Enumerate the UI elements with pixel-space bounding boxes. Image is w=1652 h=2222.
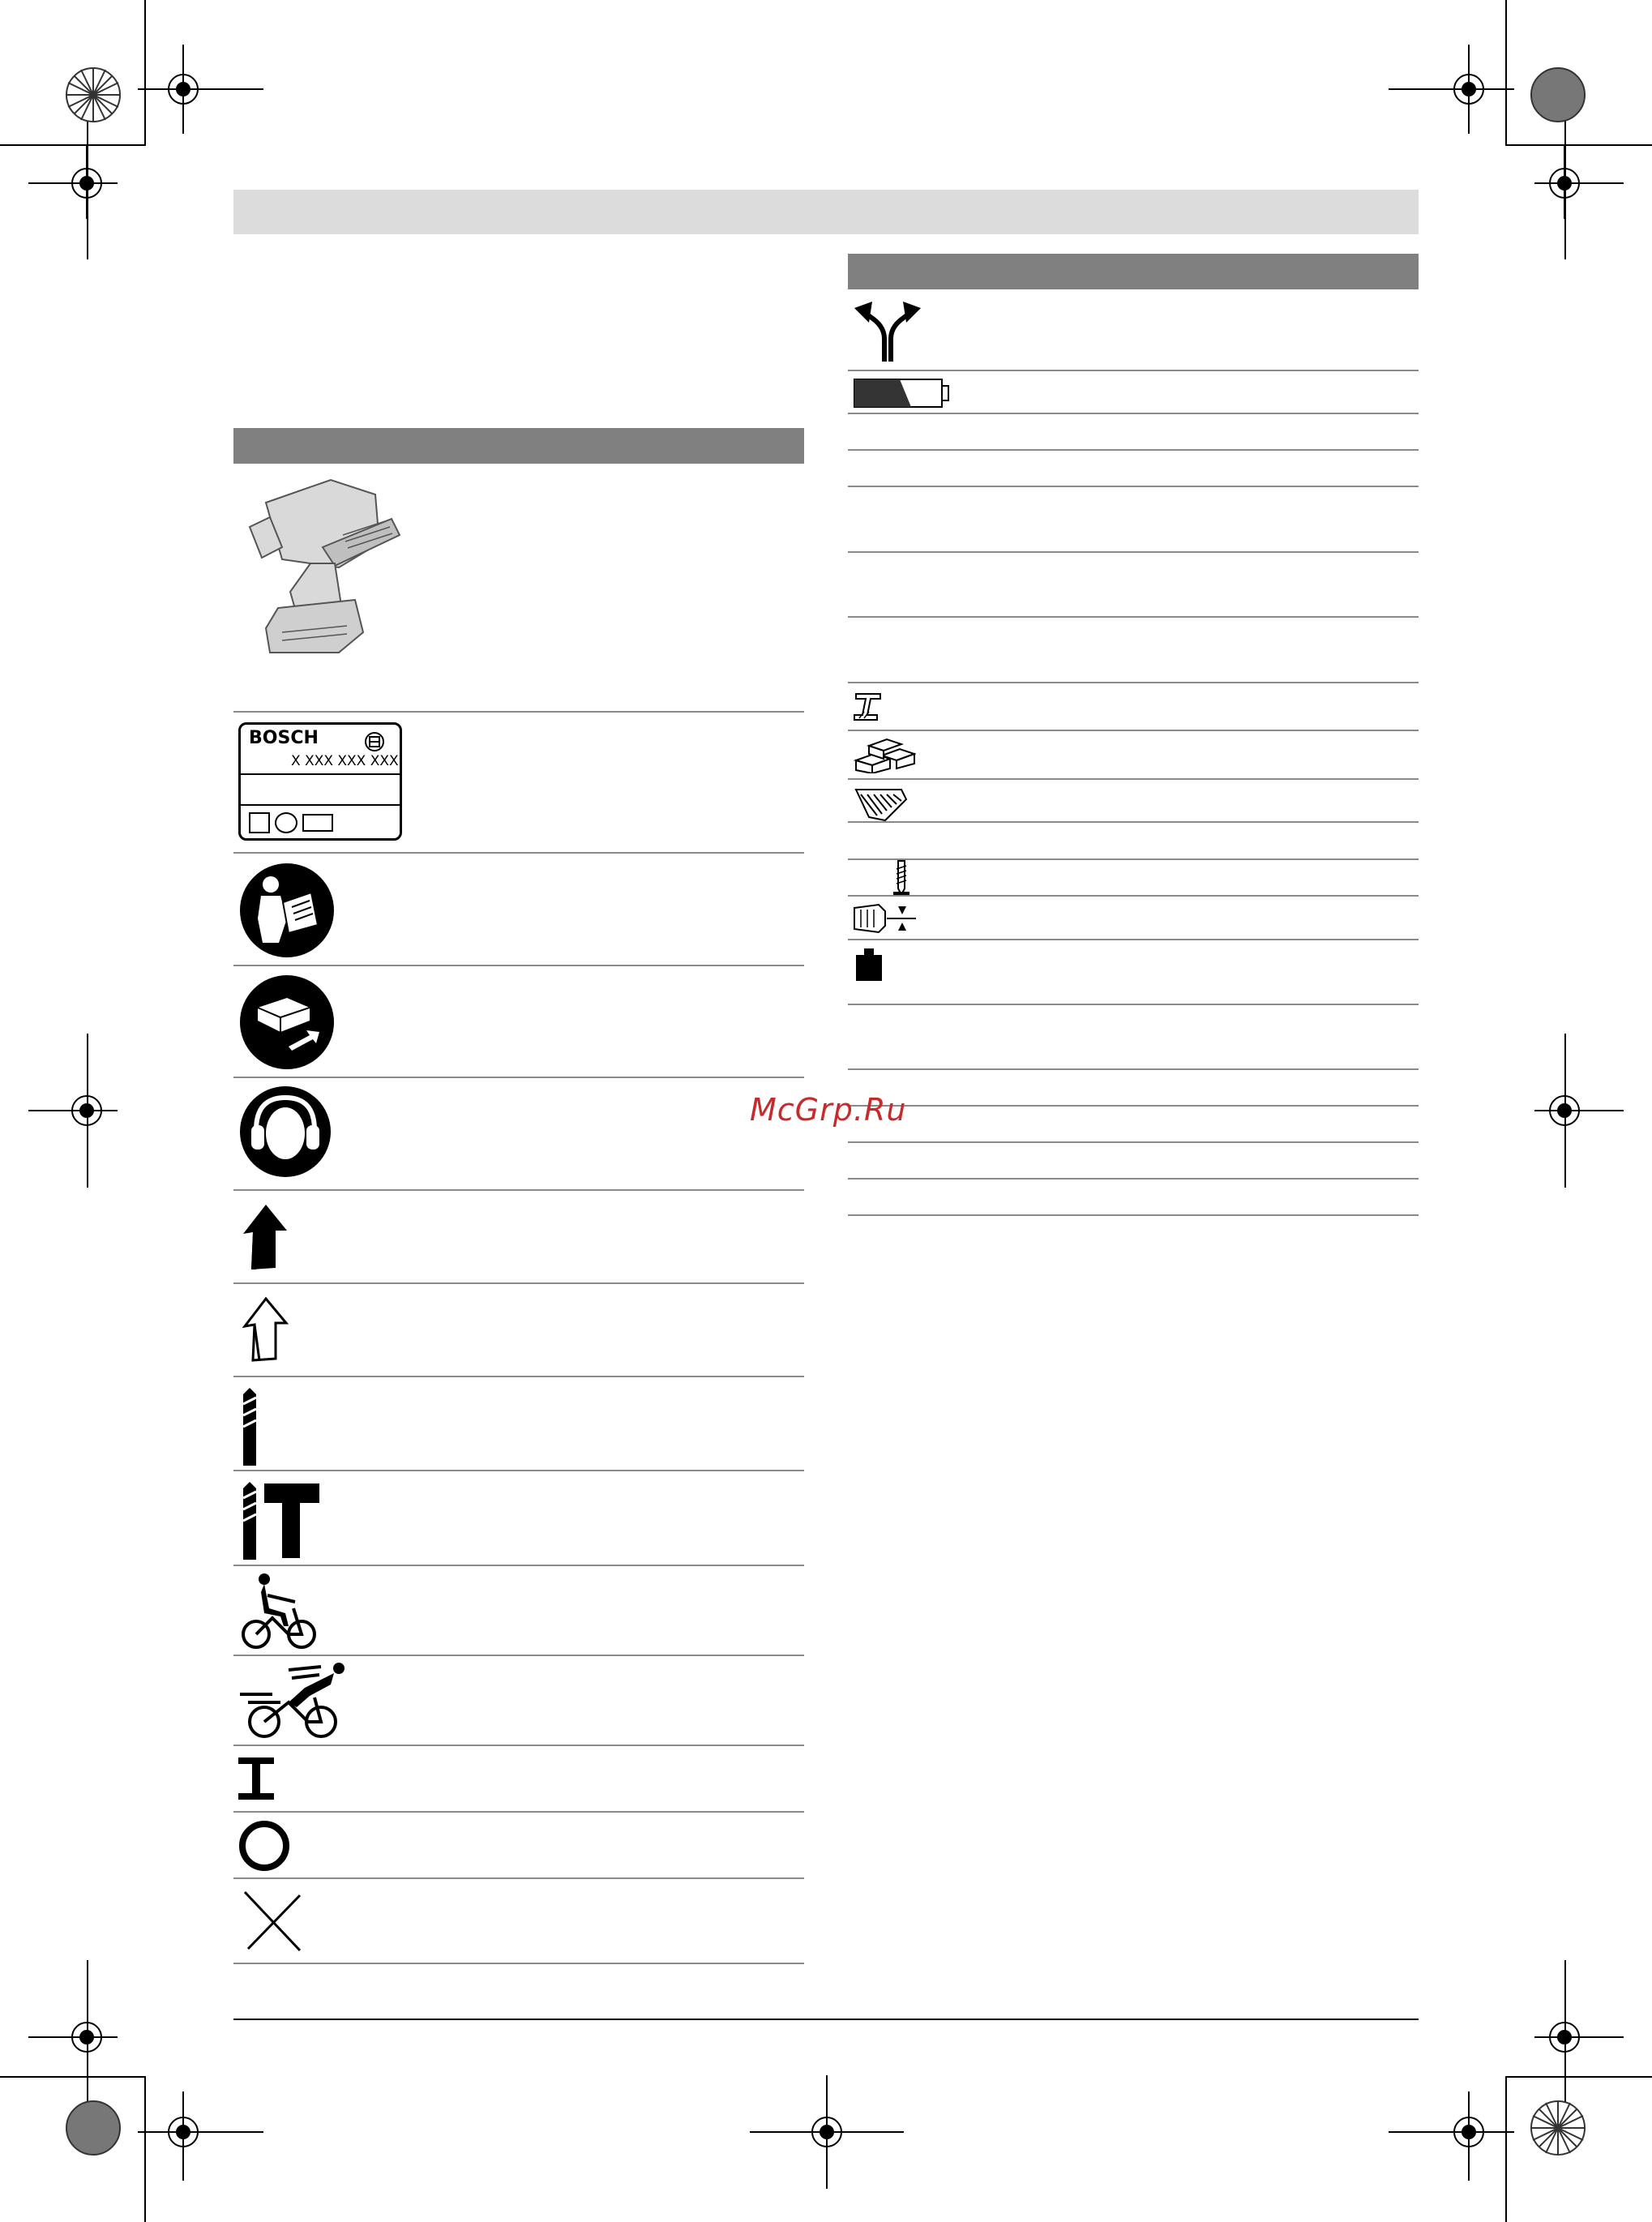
right-row-divider	[848, 1214, 1419, 1216]
steel-beam-icon	[853, 691, 884, 723]
reg-target-ml	[28, 1096, 118, 1125]
position-x-icon	[242, 1889, 303, 1954]
left-row-divider	[233, 1189, 804, 1191]
cyclist-fast-icon	[240, 1662, 349, 1740]
right-row-divider	[848, 821, 1419, 823]
position-i-icon	[237, 1756, 276, 1801]
arrow-up-filled-icon	[242, 1203, 290, 1271]
right-row-divider	[848, 778, 1419, 780]
color-disc-tl	[66, 68, 120, 122]
reg-target-tr2	[1534, 146, 1624, 219]
left-row-divider	[233, 965, 804, 966]
bosch-logo-icon	[364, 731, 385, 752]
color-disc-tr	[1531, 68, 1585, 122]
right-row-divider	[848, 1178, 1419, 1180]
right-row-divider	[848, 1141, 1419, 1143]
nameplate-line	[241, 804, 400, 806]
right-row-divider	[848, 895, 1419, 897]
nameplate-square	[249, 812, 270, 833]
right-row-divider	[848, 939, 1419, 940]
reg-target-bl1	[28, 2023, 118, 2052]
left-row-divider	[233, 1745, 804, 1746]
left-row-divider	[233, 711, 804, 713]
color-disc-bl	[66, 2101, 120, 2155]
weight-icon	[853, 947, 885, 983]
nameplate-number: X XXX XXX XXX	[291, 753, 399, 769]
left-row-divider	[233, 1565, 804, 1566]
right-row-divider	[848, 413, 1419, 414]
left-row-divider	[233, 852, 804, 854]
color-disc-br	[1531, 2101, 1585, 2155]
reg-target-tr1	[1389, 45, 1514, 134]
drill-hammer-icon	[240, 1482, 321, 1561]
drill-bit-icon	[240, 1388, 259, 1467]
left-row-divider	[233, 1811, 804, 1813]
right-row-divider	[848, 449, 1419, 451]
wood-grain-icon	[853, 785, 908, 822]
masonry-bricks-icon	[853, 736, 916, 773]
left-row-divider	[233, 1282, 804, 1284]
left-row-divider	[233, 1470, 804, 1471]
reg-target-br2	[1389, 2091, 1514, 2181]
rotation-direction-icon	[851, 298, 924, 363]
right-row-divider	[848, 1068, 1419, 1070]
right-row-divider	[848, 1004, 1419, 1005]
page-footer-rule	[233, 2019, 1419, 2020]
right-row-divider	[848, 858, 1419, 860]
watermark-text: McGrp.Ru	[750, 1092, 907, 1128]
reg-target-bl2	[138, 2091, 263, 2181]
right-row-divider	[848, 1105, 1419, 1107]
left-row-divider	[233, 1655, 804, 1656]
right-row-divider	[848, 616, 1419, 618]
reg-target-tl1	[138, 45, 263, 134]
right-section-header	[848, 254, 1419, 289]
left-row-divider	[233, 1963, 804, 1964]
battery-removal-icon	[238, 974, 336, 1071]
nameplate-icon	[238, 722, 402, 841]
power-drill-illustration	[233, 470, 404, 657]
screw-icon	[892, 859, 911, 897]
battery-charge-icon	[853, 378, 950, 409]
left-section-header	[233, 428, 804, 464]
nameplate-rectangle	[302, 814, 333, 832]
left-row-divider	[233, 1077, 804, 1078]
nameplate-circle	[275, 812, 297, 833]
page-header-band	[233, 190, 1419, 234]
arrow-up-outline-icon	[242, 1295, 290, 1364]
right-row-divider	[848, 682, 1419, 683]
ear-protection-icon	[238, 1085, 332, 1179]
reg-target-br1	[1534, 2023, 1624, 2052]
right-row-divider	[848, 551, 1419, 553]
nameplate-line	[241, 773, 400, 775]
cyclist-slow-icon	[240, 1573, 318, 1650]
chuck-clamping-range-icon	[853, 901, 918, 935]
nameplate-brand: BOSCH	[249, 728, 319, 748]
right-row-divider	[848, 730, 1419, 731]
left-row-divider	[233, 1877, 804, 1879]
reg-target-tl2	[28, 146, 118, 219]
read-manual-icon	[238, 862, 336, 959]
position-o-icon	[238, 1820, 290, 1872]
left-row-divider	[233, 1376, 804, 1377]
reg-target-mr	[1534, 1096, 1624, 1125]
right-row-divider	[848, 486, 1419, 487]
right-row-divider	[848, 370, 1419, 371]
